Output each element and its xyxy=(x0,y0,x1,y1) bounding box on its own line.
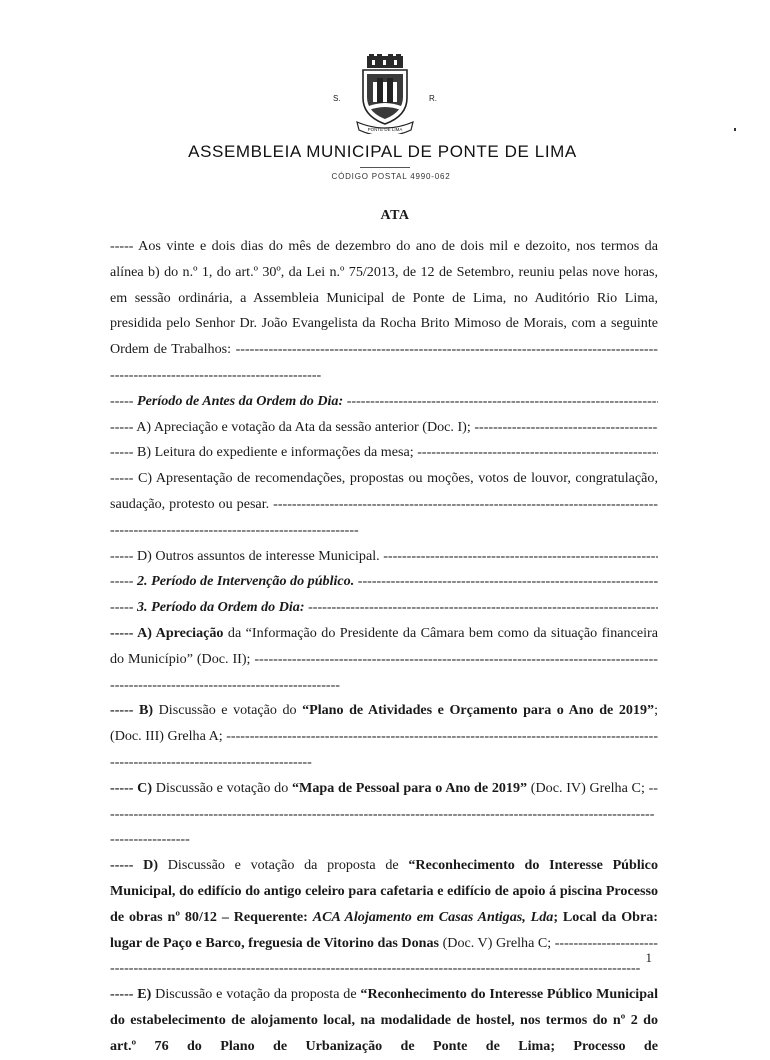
agenda-item-e3: ----- E) Discussão e votação da proposta de “Reconhecimento do Interesse Público Municipal do estabelecimento de alojamento local, na modalidade de hostel, nos termos do nº 2 do art.º 76 do Plano de Urbanização de Ponte de Lima; Processo de xyxy=(110,986,658,1054)
section-1-heading: ----- Período de Antes da Ordem do Dia: ----- xyxy=(110,389,658,415)
agenda-item-c3: ----- C) Discussão e votação do “Mapa de Pessoal para o Ano de 2019” (Doc. IV) Grelha C; ----- xyxy=(110,776,658,853)
page-number: 1 xyxy=(645,950,652,965)
postal-code: CÓDIGO POSTAL 4990-062 xyxy=(331,172,451,181)
municipal-seal xyxy=(325,50,445,140)
agenda-item-b3: ----- B) Discussão e votação do “Plano de Atividades e Orçamento para o Ano de 2019”; (Doc. III) Grelha A; ----- xyxy=(110,698,658,775)
title-divider xyxy=(360,167,410,168)
minutes-body xyxy=(110,234,658,1060)
svg-text:PONTE DE LIMA: PONTE DE LIMA xyxy=(367,127,403,132)
organization-name: ASSEMBLEIA MUNICIPAL DE PONTE DE LIMA xyxy=(188,142,577,161)
section-3-heading: ----- 3. Período da Ordem do Dia: ----- xyxy=(110,595,658,621)
seal-right-letter: R. xyxy=(429,94,437,103)
document-title: ATA xyxy=(380,208,410,223)
intro-paragraph: ----- Aos vinte e dois dias do mês de dezembro do ano de dois mil e dezoito, nos termos da alínea b) do n.º 1, do art.º 30º, da Lei n.º 75/2013, de 12 de Setembro, reuniu pelas nove horas, em sessão ordinária, a Assembleia Municipal de Ponte de Lima, no Auditório Rio Lima, presidida pelo Senhor Dr. João Evangelista da Rocha Brito Mimoso de Morais, com a seguinte Ordem de Trabalhos: ----- xyxy=(110,234,658,389)
agenda-item-a3: ----- A) Apreciação da “Informação do Presidente da Câmara bem como da situação financeira do Município” (Doc. II); ----- xyxy=(110,621,658,698)
agenda-item-c1: ----- C) Apresentação de recomendações, propostas ou moções, votos de louvor, congratulação, saudação, protesto ou pesar. ----- xyxy=(110,466,658,543)
agenda-item-b1: ----- B) Leitura do expediente e informações da mesa; ----- xyxy=(110,440,658,466)
seal-left-letter: S. xyxy=(333,94,341,103)
agenda-item-d1: ----- D) Outros assuntos de interesse Municipal. ----- xyxy=(110,544,658,570)
section-2-heading: ----- 2. Período de Intervenção do público. ----- xyxy=(110,569,658,595)
letterhead xyxy=(0,50,770,181)
agenda-item-a1: ----- A) Apreciação e votação da Ata da sessão anterior (Doc. I); ----- xyxy=(110,415,658,441)
coat-of-arms-icon xyxy=(355,54,415,134)
agenda-item-d3: ----- D) Discussão e votação da proposta de “Reconhecimento do Interesse Público Municipal, do edifício do antigo celeiro para cafetaria e edifício de apoio á piscina Processo de obras nº 80/12 – Requerente: ACA Alojamento em Casas Antigas, Lda; Local da Obra: lugar de Paço e Barco, freguesia de Vitorino das Donas (Doc. V) Grelha C; ----- xyxy=(110,853,658,982)
